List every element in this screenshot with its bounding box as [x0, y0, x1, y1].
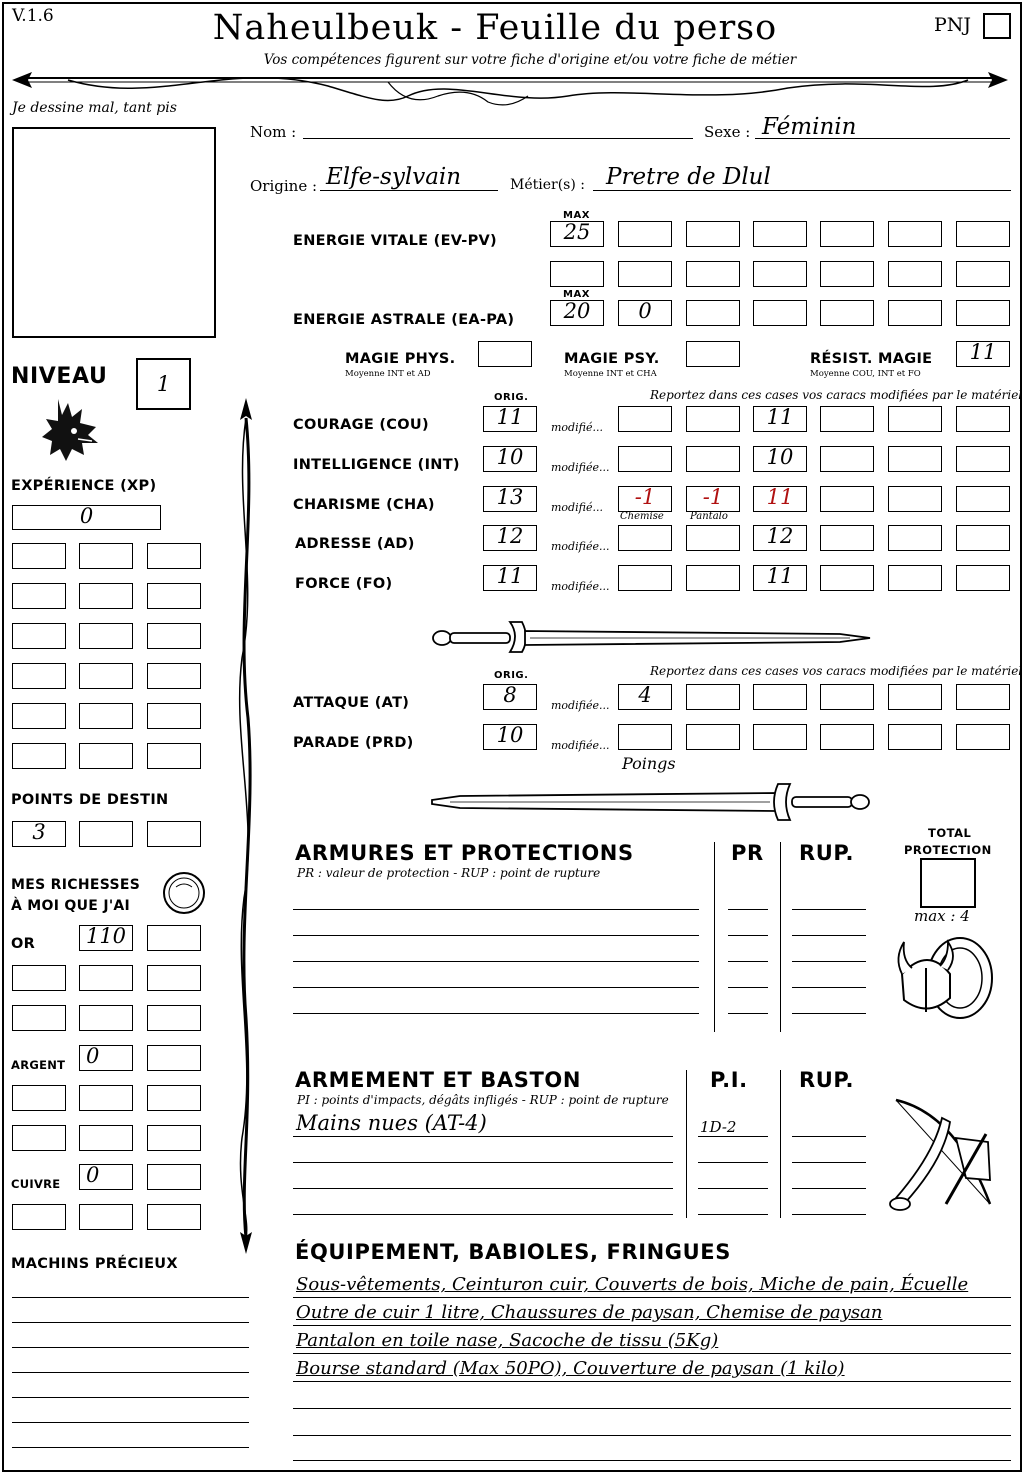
stat-mod-label: modifiée...	[551, 580, 610, 593]
argent-box[interactable]	[79, 1125, 133, 1151]
xp-tally-box[interactable]	[79, 583, 133, 609]
origine-value[interactable]: Elfe-sylvain	[326, 164, 462, 190]
stats-orig-label: ORIG.	[494, 392, 529, 403]
argent-box[interactable]	[12, 1085, 66, 1111]
armor-line[interactable]	[293, 961, 699, 962]
pnj-checkbox[interactable]	[983, 13, 1011, 39]
ea-max-value: 20	[563, 299, 591, 323]
weapon-line[interactable]	[293, 1214, 673, 1215]
niveau-label: NIVEAU	[11, 364, 108, 389]
stat-orig-box[interactable]	[483, 525, 537, 551]
armor-divider	[780, 842, 781, 1032]
stat-orig-value: 11	[496, 564, 524, 588]
xp-label: EXPÉRIENCE (XP)	[11, 478, 157, 494]
xp-tally-box[interactable]	[12, 703, 66, 729]
ev-box[interactable]	[550, 261, 604, 287]
attaque-mod-box[interactable]	[618, 684, 672, 710]
stat-mod-note: Pantalo	[690, 511, 728, 522]
weapon-name[interactable]: Mains nues (AT-4)	[296, 1111, 487, 1135]
weapons-pi-header: P.I.	[710, 1068, 748, 1092]
stat-orig-box[interactable]	[483, 406, 537, 432]
nom-line	[303, 138, 693, 139]
cuivre-value: 0	[86, 1163, 100, 1187]
total-protection-label-2: PROTECTION	[904, 843, 992, 857]
xp-tally-box[interactable]	[147, 663, 201, 689]
weapons-divider	[686, 1070, 687, 1218]
parade-orig-box[interactable]	[483, 724, 537, 750]
armor-pr-line[interactable]	[728, 1013, 768, 1014]
weapon-pi-line[interactable]	[698, 1214, 768, 1215]
stat-mod-box[interactable]	[888, 486, 942, 512]
precious-line[interactable]	[12, 1397, 249, 1398]
stat-mod-box[interactable]	[753, 486, 807, 512]
resist-magie-value: 11	[969, 340, 997, 364]
armor-pr-line[interactable]	[728, 935, 768, 936]
stat-mod-box[interactable]	[686, 525, 740, 551]
equipment-line-rule[interactable]	[293, 1408, 1011, 1409]
stat-mod-box[interactable]	[618, 446, 672, 472]
magie-psy-note: Moyenne INT et CHA	[564, 369, 657, 379]
cuivre-box[interactable]	[147, 1204, 201, 1230]
niveau-box[interactable]	[136, 358, 191, 410]
attaque-mod-box[interactable]	[956, 684, 1010, 710]
stat-mod-value: 12	[766, 524, 794, 548]
weapons-note: PI : points d'impacts, dégâts infligés - RUP : point de rupture	[297, 1093, 669, 1107]
stat-label: ADRESSE (AD)	[295, 536, 415, 552]
equipment-line-rule[interactable]	[293, 1460, 1011, 1461]
combat-orig-label: ORIG.	[494, 670, 529, 681]
armor-rup-line[interactable]	[792, 1013, 866, 1014]
equipment-title: ÉQUIPEMENT, BABIOLES, FRINGUES	[295, 1240, 731, 1264]
stat-mod-value: 10	[766, 445, 794, 469]
parade-mod-box[interactable]	[820, 724, 874, 750]
parade-label: PARADE (PRD)	[293, 735, 414, 751]
total-protection-box[interactable]	[920, 858, 976, 908]
sexe-label: Sexe :	[704, 123, 751, 141]
stats-report-note: Reportez dans ces cases vos caracs modifiées par le matériel	[650, 388, 1023, 402]
metier-value[interactable]: Pretre de Dlul	[606, 164, 771, 190]
stat-mod-box[interactable]	[956, 565, 1010, 591]
ev-max-box[interactable]	[550, 221, 604, 247]
ev-max-label: MAX	[563, 210, 590, 221]
stat-mod-box[interactable]	[618, 406, 672, 432]
combat-report-note: Reportez dans ces cases vos caracs modifiées par le matériel	[650, 664, 1023, 678]
parade-mod-box[interactable]	[956, 724, 1010, 750]
ea-box[interactable]	[753, 300, 807, 326]
armor-line[interactable]	[293, 1013, 699, 1014]
argent-box[interactable]	[147, 1125, 201, 1151]
xp-tally-box[interactable]	[12, 623, 66, 649]
sheet-title: Naheulbeuk - Feuille du perso	[212, 8, 778, 48]
ev-box[interactable]	[956, 221, 1010, 247]
weapon-line[interactable]	[293, 1188, 673, 1189]
armor-divider	[714, 842, 715, 1032]
stat-mod-box[interactable]	[888, 446, 942, 472]
portrait-box[interactable]	[12, 127, 216, 338]
argent-box[interactable]	[147, 1085, 201, 1111]
weapon-rup-line[interactable]	[792, 1136, 866, 1137]
ea-current-value: 0	[638, 299, 652, 323]
parade-mod-box[interactable]	[753, 724, 807, 750]
weapons-divider	[780, 1070, 781, 1218]
or-value: 110	[85, 924, 127, 948]
stat-orig-value: 12	[496, 524, 524, 548]
stat-mod-box[interactable]	[888, 565, 942, 591]
stat-mod-box[interactable]	[753, 406, 807, 432]
stat-mod-box[interactable]	[753, 525, 807, 551]
destin-value: 3	[32, 820, 46, 844]
sword-icon	[430, 612, 872, 660]
resist-magie-note: Moyenne COU, INT et FO	[810, 369, 921, 379]
xp-tally-box[interactable]	[12, 583, 66, 609]
xp-tally-box[interactable]	[12, 543, 66, 569]
ev-max-value: 25	[563, 220, 591, 244]
magie-psy-label: MAGIE PSY.	[564, 351, 660, 367]
stat-label: COURAGE (COU)	[293, 417, 429, 433]
argent-label: ARGENT	[11, 1058, 66, 1072]
ea-box[interactable]	[956, 300, 1010, 326]
stat-label: CHARISME (CHA)	[293, 497, 435, 513]
weapon-rup-line[interactable]	[792, 1162, 866, 1163]
cuivre-label: CUIVRE	[11, 1177, 61, 1191]
weapon-pi-line[interactable]	[698, 1136, 768, 1137]
weapon-rup-line[interactable]	[792, 1214, 866, 1215]
stat-orig-box[interactable]	[483, 486, 537, 512]
argent-value: 0	[86, 1044, 100, 1068]
precious-line[interactable]	[12, 1347, 249, 1348]
parade-mod-box[interactable]	[618, 724, 672, 750]
weapon-line[interactable]	[293, 1136, 673, 1137]
stat-mod-box[interactable]	[820, 565, 874, 591]
cuivre-box[interactable]	[79, 1164, 133, 1190]
armor-rup-line[interactable]	[792, 987, 866, 988]
ea-current-box[interactable]	[618, 300, 672, 326]
equipment-line-rule[interactable]	[293, 1381, 1011, 1382]
viking-helmet-shield-icon	[888, 928, 998, 1032]
ev-box[interactable]	[820, 261, 874, 287]
stat-mod-box[interactable]	[753, 446, 807, 472]
equipment-line[interactable]: Bourse standard (Max 50PO), Couverture de paysan (1 kilo)	[296, 1358, 845, 1379]
weapons-title: ARMEMENT ET BASTON	[295, 1068, 582, 1092]
richesses-label-1: MES RICHESSES	[11, 877, 141, 893]
armor-pr-line[interactable]	[728, 987, 768, 988]
ev-box[interactable]	[888, 261, 942, 287]
sword-icon	[430, 778, 872, 826]
stat-mod-box[interactable]	[753, 565, 807, 591]
xp-value: 0	[79, 504, 94, 528]
xp-tally-box[interactable]	[79, 743, 133, 769]
weapon-pi-line[interactable]	[698, 1162, 768, 1163]
precious-line[interactable]	[12, 1447, 249, 1448]
coin-icon	[162, 871, 206, 915]
staff-icon	[226, 398, 266, 1254]
stat-mod-label: modifié...	[551, 501, 603, 514]
destin-box[interactable]	[147, 821, 201, 847]
version-label: V.1.6	[12, 6, 54, 26]
stat-mod-value: -1	[702, 485, 724, 509]
xp-tally-box[interactable]	[12, 663, 66, 689]
cuivre-box[interactable]	[79, 1204, 133, 1230]
precious-line[interactable]	[12, 1422, 249, 1423]
stat-mod-box[interactable]	[820, 486, 874, 512]
argent-box[interactable]	[147, 1045, 201, 1071]
stat-mod-box[interactable]	[956, 406, 1010, 432]
stat-mod-box[interactable]	[956, 525, 1010, 551]
weapon-pi[interactable]: 1D-2	[700, 1118, 737, 1136]
stat-orig-box[interactable]	[483, 565, 537, 591]
stat-mod-box[interactable]	[956, 486, 1010, 512]
magie-phys-box[interactable]	[478, 341, 532, 367]
precious-line[interactable]	[12, 1322, 249, 1323]
armor-rup-line[interactable]	[792, 961, 866, 962]
armor-line[interactable]	[293, 909, 699, 910]
stat-orig-value: 11	[496, 405, 524, 429]
or-box[interactable]	[147, 1005, 201, 1031]
armor-pr-line[interactable]	[728, 961, 768, 962]
or-box[interactable]	[147, 965, 201, 991]
ev-box[interactable]	[686, 261, 740, 287]
stat-label: FORCE (FO)	[295, 576, 393, 592]
ev-box[interactable]	[686, 221, 740, 247]
parade-mod-box[interactable]	[888, 724, 942, 750]
ev-box[interactable]	[618, 261, 672, 287]
stat-mod-box[interactable]	[618, 525, 672, 551]
argent-box[interactable]	[12, 1125, 66, 1151]
stat-orig-value: 10	[496, 445, 524, 469]
stat-mod-box[interactable]	[618, 486, 672, 512]
armor-title: ARMURES ET PROTECTIONS	[295, 841, 634, 865]
portrait-caption: Je dessine mal, tant pis	[12, 100, 177, 116]
or-box[interactable]	[12, 1005, 66, 1031]
attaque-mod-label: modifiée...	[551, 699, 610, 712]
attaque-orig-value: 8	[503, 683, 517, 707]
ev-box[interactable]	[753, 261, 807, 287]
armor-line[interactable]	[293, 987, 699, 988]
stat-orig-value: 13	[496, 485, 524, 509]
xp-tally-box[interactable]	[147, 743, 201, 769]
attaque-mod-value: 4	[638, 683, 652, 707]
max-protection-note: max : 4	[914, 907, 970, 925]
stat-mod-box[interactable]	[686, 406, 740, 432]
armor-note: PR : valeur de protection - RUP : point de rupture	[297, 866, 601, 880]
stat-orig-box[interactable]	[483, 446, 537, 472]
origine-label: Origine :	[250, 177, 318, 195]
cuivre-box[interactable]	[12, 1204, 66, 1230]
machins-precieux-label: MACHINS PRÉCIEUX	[11, 1256, 178, 1272]
destin-box[interactable]	[79, 821, 133, 847]
destin-label: POINTS DE DESTIN	[11, 792, 169, 808]
precious-line[interactable]	[12, 1372, 249, 1373]
stat-mod-box[interactable]	[686, 486, 740, 512]
stat-mod-value: -1	[634, 485, 656, 509]
resist-magie-box[interactable]	[956, 341, 1010, 367]
stat-mod-value: 11	[766, 564, 794, 588]
xp-tally-box[interactable]	[79, 703, 133, 729]
stat-mod-label: modifié...	[551, 421, 603, 434]
ea-box[interactable]	[888, 300, 942, 326]
cuivre-box[interactable]	[147, 1164, 201, 1190]
total-protection-label-1: TOTAL	[928, 826, 972, 840]
metier-label: Métier(s) :	[510, 177, 585, 193]
equipment-line-rule[interactable]	[293, 1353, 1011, 1354]
xp-tally-box[interactable]	[12, 743, 66, 769]
parade-orig-value: 10	[496, 723, 524, 747]
xp-tally-box[interactable]	[147, 583, 201, 609]
or-box[interactable]	[12, 965, 66, 991]
xp-tally-box[interactable]	[79, 623, 133, 649]
armor-rup-line[interactable]	[792, 909, 866, 910]
armor-rup-line[interactable]	[792, 935, 866, 936]
ea-max-label: MAX	[563, 289, 590, 300]
argent-box[interactable]	[79, 1045, 133, 1071]
ev-box[interactable]	[820, 221, 874, 247]
ev-box[interactable]	[888, 221, 942, 247]
weapon-pi-line[interactable]	[698, 1188, 768, 1189]
attaque-mod-box[interactable]	[686, 684, 740, 710]
armor-pr-header: PR	[731, 841, 764, 865]
ev-box[interactable]	[753, 221, 807, 247]
nom-label: Nom :	[250, 123, 297, 141]
resist-magie-label: RÉSIST. MAGIE	[810, 351, 933, 367]
ev-label: ENERGIE VITALE (EV-PV)	[293, 233, 497, 249]
pnj-label: PNJ	[934, 14, 972, 36]
attaque-label: ATTAQUE (AT)	[293, 695, 410, 711]
stat-mod-box[interactable]	[888, 406, 942, 432]
magie-psy-box[interactable]	[686, 341, 740, 367]
xp-tally-box[interactable]	[147, 543, 201, 569]
equipment-line[interactable]: Sous-vêtements, Ceinturon cuir, Couverts de bois, Miche de pain, Écuelle	[296, 1274, 969, 1295]
weapon-rup-line[interactable]	[792, 1188, 866, 1189]
equipment-line[interactable]: Outre de cuir 1 litre, Chaussures de paysan, Chemise de paysan	[296, 1302, 883, 1323]
equipment-line[interactable]: Pantalon en toile nase, Sacoche de tissu (5Kg)	[296, 1330, 719, 1351]
magie-phys-note: Moyenne INT et AD	[345, 369, 431, 379]
stat-mod-box[interactable]	[956, 446, 1010, 472]
parade-mod-label: modifiée...	[551, 739, 610, 752]
magie-phys-label: MAGIE PHYS.	[345, 351, 456, 367]
or-label: OR	[11, 936, 36, 952]
crossed-weapons-icon	[886, 1094, 1006, 1216]
xp-tally-box[interactable]	[147, 623, 201, 649]
attaque-mod-box[interactable]	[888, 684, 942, 710]
attaque-mod-box[interactable]	[753, 684, 807, 710]
origine-line	[320, 190, 498, 191]
dragon-head-icon	[38, 393, 104, 465]
equipment-line-rule[interactable]	[293, 1325, 1011, 1326]
stat-mod-box[interactable]	[686, 446, 740, 472]
stat-mod-value: 11	[766, 485, 794, 509]
parade-mod-box[interactable]	[686, 724, 740, 750]
equipment-line-rule[interactable]	[293, 1297, 1011, 1298]
or-box[interactable]	[79, 925, 133, 951]
stat-mod-box[interactable]	[820, 406, 874, 432]
ea-box[interactable]	[820, 300, 874, 326]
armor-rup-header: RUP.	[799, 841, 855, 865]
sheet-subtitle: Vos compétences figurent sur votre fiche d'origine et/ou votre fiche de métier	[263, 52, 797, 68]
ea-label: ENERGIE ASTRALE (EA-PA)	[293, 312, 515, 328]
xp-tally-box[interactable]	[147, 703, 201, 729]
attaque-mod-box[interactable]	[820, 684, 874, 710]
armor-pr-line[interactable]	[728, 909, 768, 910]
richesses-label-2: À MOI QUE J'AI	[11, 898, 131, 914]
ev-box[interactable]	[618, 221, 672, 247]
stat-mod-box[interactable]	[686, 565, 740, 591]
xp-tally-box[interactable]	[79, 663, 133, 689]
stat-mod-box[interactable]	[820, 525, 874, 551]
niveau-value: 1	[156, 372, 171, 396]
stat-label: INTELLIGENCE (INT)	[293, 457, 460, 473]
stat-mod-label: modifiée...	[551, 540, 610, 553]
attaque-orig-box[interactable]	[483, 684, 537, 710]
ev-box[interactable]	[956, 261, 1010, 287]
weapon-line[interactable]	[293, 1162, 673, 1163]
stat-mod-label: modifiée...	[551, 461, 610, 474]
destin-box[interactable]	[12, 821, 66, 847]
weapons-rup-header: RUP.	[799, 1068, 855, 1092]
stat-mod-value: 11	[766, 405, 794, 429]
or-box[interactable]	[147, 925, 201, 951]
metier-line	[593, 190, 1011, 191]
stat-mod-note: Chemise	[620, 511, 664, 522]
sexe-value[interactable]: Féminin	[762, 114, 857, 140]
or-box[interactable]	[79, 1005, 133, 1031]
stat-mod-box[interactable]	[888, 525, 942, 551]
xp-box[interactable]	[12, 505, 161, 530]
ea-max-box[interactable]	[550, 300, 604, 326]
stat-mod-box[interactable]	[820, 446, 874, 472]
stat-mod-box[interactable]	[618, 565, 672, 591]
armor-line[interactable]	[293, 935, 699, 936]
precious-line[interactable]	[12, 1297, 249, 1298]
or-box[interactable]	[79, 965, 133, 991]
equipment-line-rule[interactable]	[293, 1435, 1011, 1436]
parade-note: Poings	[622, 754, 676, 773]
ea-box[interactable]	[686, 300, 740, 326]
xp-tally-box[interactable]	[79, 543, 133, 569]
argent-box[interactable]	[79, 1085, 133, 1111]
